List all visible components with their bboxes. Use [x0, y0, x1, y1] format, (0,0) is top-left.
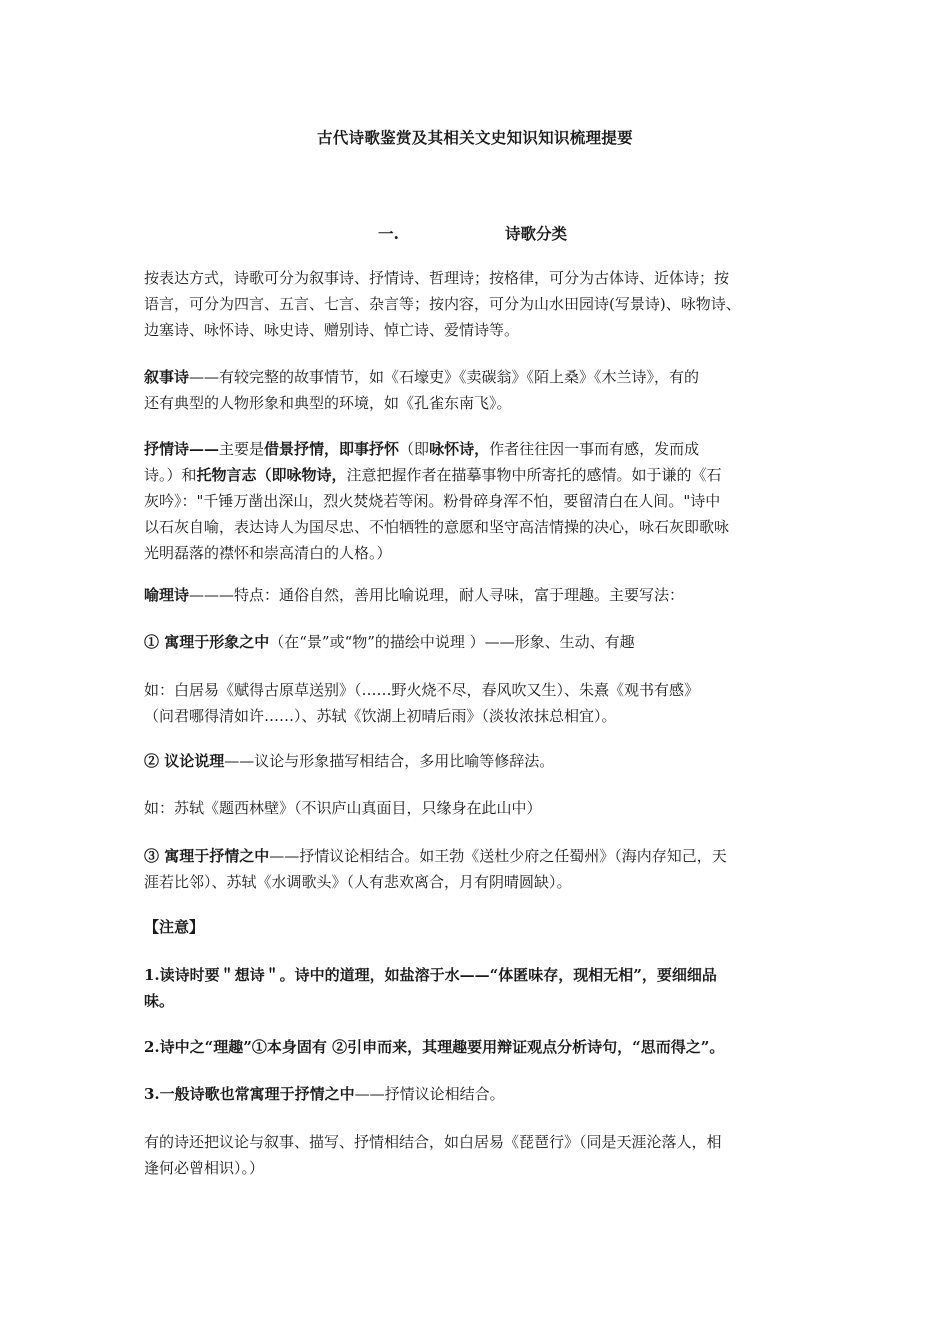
section-name: 诗歌分类 [505, 224, 568, 243]
lyric-line: 灰吟》："千锤万凿出深山，烈火焚烧若等闲。粉骨碎身浑不怕，要留清白在人间。"诗中 [144, 492, 721, 510]
narrative-text: ——有较完整的故事情节，如《石壕吏》《卖碳翁》《陌上桑》《木兰诗》，有的 [189, 368, 700, 386]
lyric-text: 诗。）和 [144, 466, 197, 484]
example-1 [144, 677, 812, 729]
method-text: （在“景”或“物”的描绘中说理 ）——形象、生动、有趣 [269, 633, 635, 651]
note-heading: 【注意】 [144, 918, 205, 936]
philosophic-term: 喻理诗 [144, 586, 190, 604]
note-line: 1.读诗时要＂想诗＂。诗中的道理，如盐溶于水——“体匿味存，现相无相”，要细细品 [144, 966, 717, 984]
method-label: ② 议论说理 [144, 752, 225, 770]
note-line: 味。 [144, 992, 175, 1010]
intro-paragraph [144, 265, 812, 343]
lyric-term: 抒情诗—— [144, 440, 220, 458]
example-line: 如：白居易《赋得古原草送别》（……野火烧不尽，春风吹又生）、朱熹《观书有感》 [144, 681, 700, 699]
document-title: 古代诗歌鉴赏及其相关文史知识知识梳理提要 [316, 128, 633, 147]
narrative-paragraph [144, 364, 812, 416]
intro-line: 语言，可分为四言、五言、七言、杂言等；按内容，可分为山水田园诗(写景诗)、咏物诗、 [144, 295, 741, 313]
note-line: 逢何必曾相识）。） [144, 1159, 265, 1177]
narrative-term: 叙事诗 [144, 368, 190, 386]
philosophic-line [144, 582, 812, 608]
method-text: ——抒情议论相结合。如王勃《送杜少府之任蜀州》（海内存知己，天 [269, 847, 727, 865]
lyric-emphasis: 借景抒情，即事抒怀 [264, 440, 400, 458]
philosophic-paragraph [144, 582, 812, 608]
lyric-text: （即 [399, 440, 430, 458]
note-item-3 [144, 1081, 812, 1107]
philosophic-text: ———特点：通俗自然，善用比喻说理，耐人寻味，富于理趣。主要写法： [189, 586, 685, 604]
method-1 [144, 629, 812, 655]
method-label: ③ 寓理于抒情之中 [144, 847, 270, 865]
method-line [144, 843, 812, 869]
example-2 [144, 795, 812, 821]
note-line: 有的诗还把议论与叙事、描写、抒情相结合，如白居易《琵琶行》（同是天涯沦落人，相 [144, 1133, 722, 1151]
method-2 [144, 748, 812, 774]
lyric-paragraph [144, 436, 812, 566]
note-text: ——抒情议论相结合。 [354, 1085, 505, 1103]
intro-line: 按表达方式，诗歌可分为叙事诗、抒情诗、哲理诗；按格律，可分为古体诗、近体诗；按 [144, 269, 730, 287]
note-line [144, 1081, 812, 1107]
narrative-line: 还有典型的人物形象和典型的环境，如《孔雀东南飞》。 [144, 394, 512, 412]
section-number: 一. [378, 224, 399, 243]
note-emphasis: 3.一般诗歌也常寓理于抒情之中 [144, 1085, 355, 1103]
method-line [144, 748, 812, 774]
narrative-line [144, 364, 812, 390]
lyric-line [144, 462, 812, 488]
lyric-line: 以石灰自喻，表达诗人为国尽忠、不怕牺牲的意愿和坚守高洁情操的决心，咏石灰即歌咏 [144, 518, 730, 536]
lyric-line: 光明磊落的襟怀和崇高清白的人格。） [144, 544, 392, 562]
lyric-emphasis: 托物言志（即咏物诗， [196, 466, 347, 484]
note-item-2: 2.诗中之“理趣”①本身固有 ②引申而来，其理趣要用辩证观点分析诗句，“思而得之”。 [144, 1038, 725, 1056]
method-text: ——议论与形象描写相结合，多用比喻等修辞法。 [224, 752, 555, 770]
intro-line: 边塞诗、咏怀诗、咏史诗、赠别诗、悼亡诗、爱情诗等。 [144, 321, 520, 339]
method-line [144, 629, 812, 655]
lyric-line [144, 436, 812, 462]
note-item-1 [144, 962, 812, 1014]
method-label: ① 寓理于形象之中 [144, 633, 270, 651]
lyric-text: 主要是 [219, 440, 265, 458]
note-extra [144, 1129, 812, 1181]
example-line: 如：苏轼《题西林壁》（不识庐山真面目，只缘身在此山中） [144, 799, 542, 817]
method-line: 涯若比邻）、苏轼《水调歌头》（人有悲欢离合，月有阴晴圆缺）。 [144, 873, 572, 891]
method-3 [144, 843, 812, 895]
lyric-text: 注意把握作者在描摹事物中所寄托的感情。如于谦的《石 [346, 466, 722, 484]
example-line: （问君哪得清如许……）、苏轼《饮湖上初晴后雨》（淡妆浓抹总相宜）。 [144, 707, 617, 725]
lyric-text: 作者往往因一事而有感，发而成 [489, 440, 700, 458]
lyric-emphasis: 咏怀诗， [429, 440, 490, 458]
